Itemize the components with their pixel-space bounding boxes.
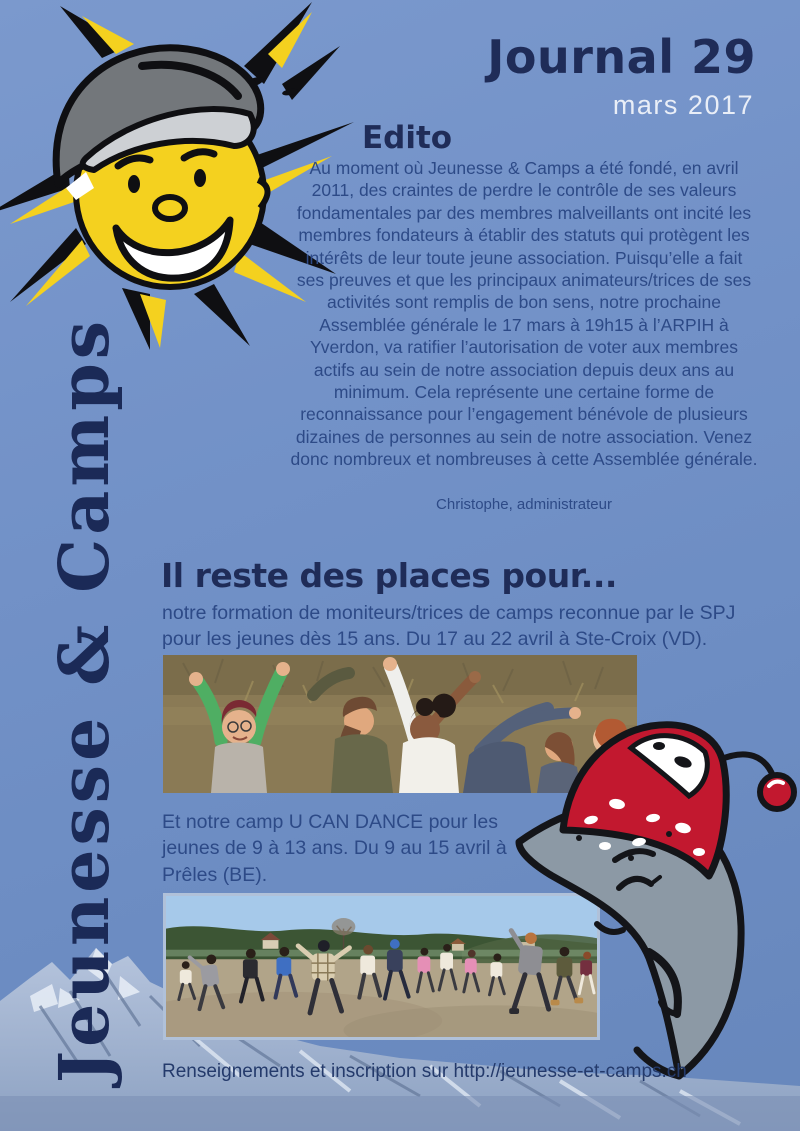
edito-body-text: Au moment où Jeunesse & Camps a été fondé, en avril 2011, des craintes de perdre le contrôle de ses valeurs fondamentales par des membres malveillants ont incité les membres fondateurs à établir des statuts qui protègent les intérêts de leur toute jeune association. Puisqu’elle a fait ses preuves et que les principaux animateurs/trices de ses activités sont remplis de bon sens, notre prochaine Assemblée générale le 17 mars à 19h15 à l’ARPIH à Yverdon, va ratifier l’autorisation de voter aux membres actifs au sein de notre association depuis deux ans au minimum. Cela représente une certaine forme de reconnaissance pour l’engagement bénévole de plusieurs dizaines de personnes au sein de notre association. Venez donc nombreux et nombreuses à cette Assemblée générale. (290, 158, 758, 470)
footer-info-text: Renseignements et inscription sur (162, 1061, 454, 1082)
formation-info-text: notre formation de moniteurs/trices de camps reconnue par le SPJ pour les jeunes dès 15 ans. Du 17 au 22 avril à Ste-Croix (VD). (162, 602, 736, 650)
edito-heading: Edito (362, 120, 453, 156)
website-url-link[interactable]: http://jeunesse-et-camps.ch (453, 1061, 687, 1082)
footer-info-line (162, 1061, 687, 1083)
page-title: Journal 29 (487, 30, 756, 84)
issue-date: mars 2017 (612, 90, 754, 120)
moon-illustration-svg (513, 700, 800, 1085)
dance-camp-info-text: Et notre camp U CAN DANCE pour les jeunes de 9 à 13 ans. Du 9 au 15 avril à Prêles (BE). (162, 811, 507, 886)
edito-signature: Christophe, administrateur (436, 496, 612, 513)
vertical-brand-name: Jeunesse & Camps (45, 316, 125, 1084)
moon-with-nightcap-mascot-illustration (513, 700, 800, 1085)
places-heading: Il reste des places pour... (161, 556, 617, 595)
